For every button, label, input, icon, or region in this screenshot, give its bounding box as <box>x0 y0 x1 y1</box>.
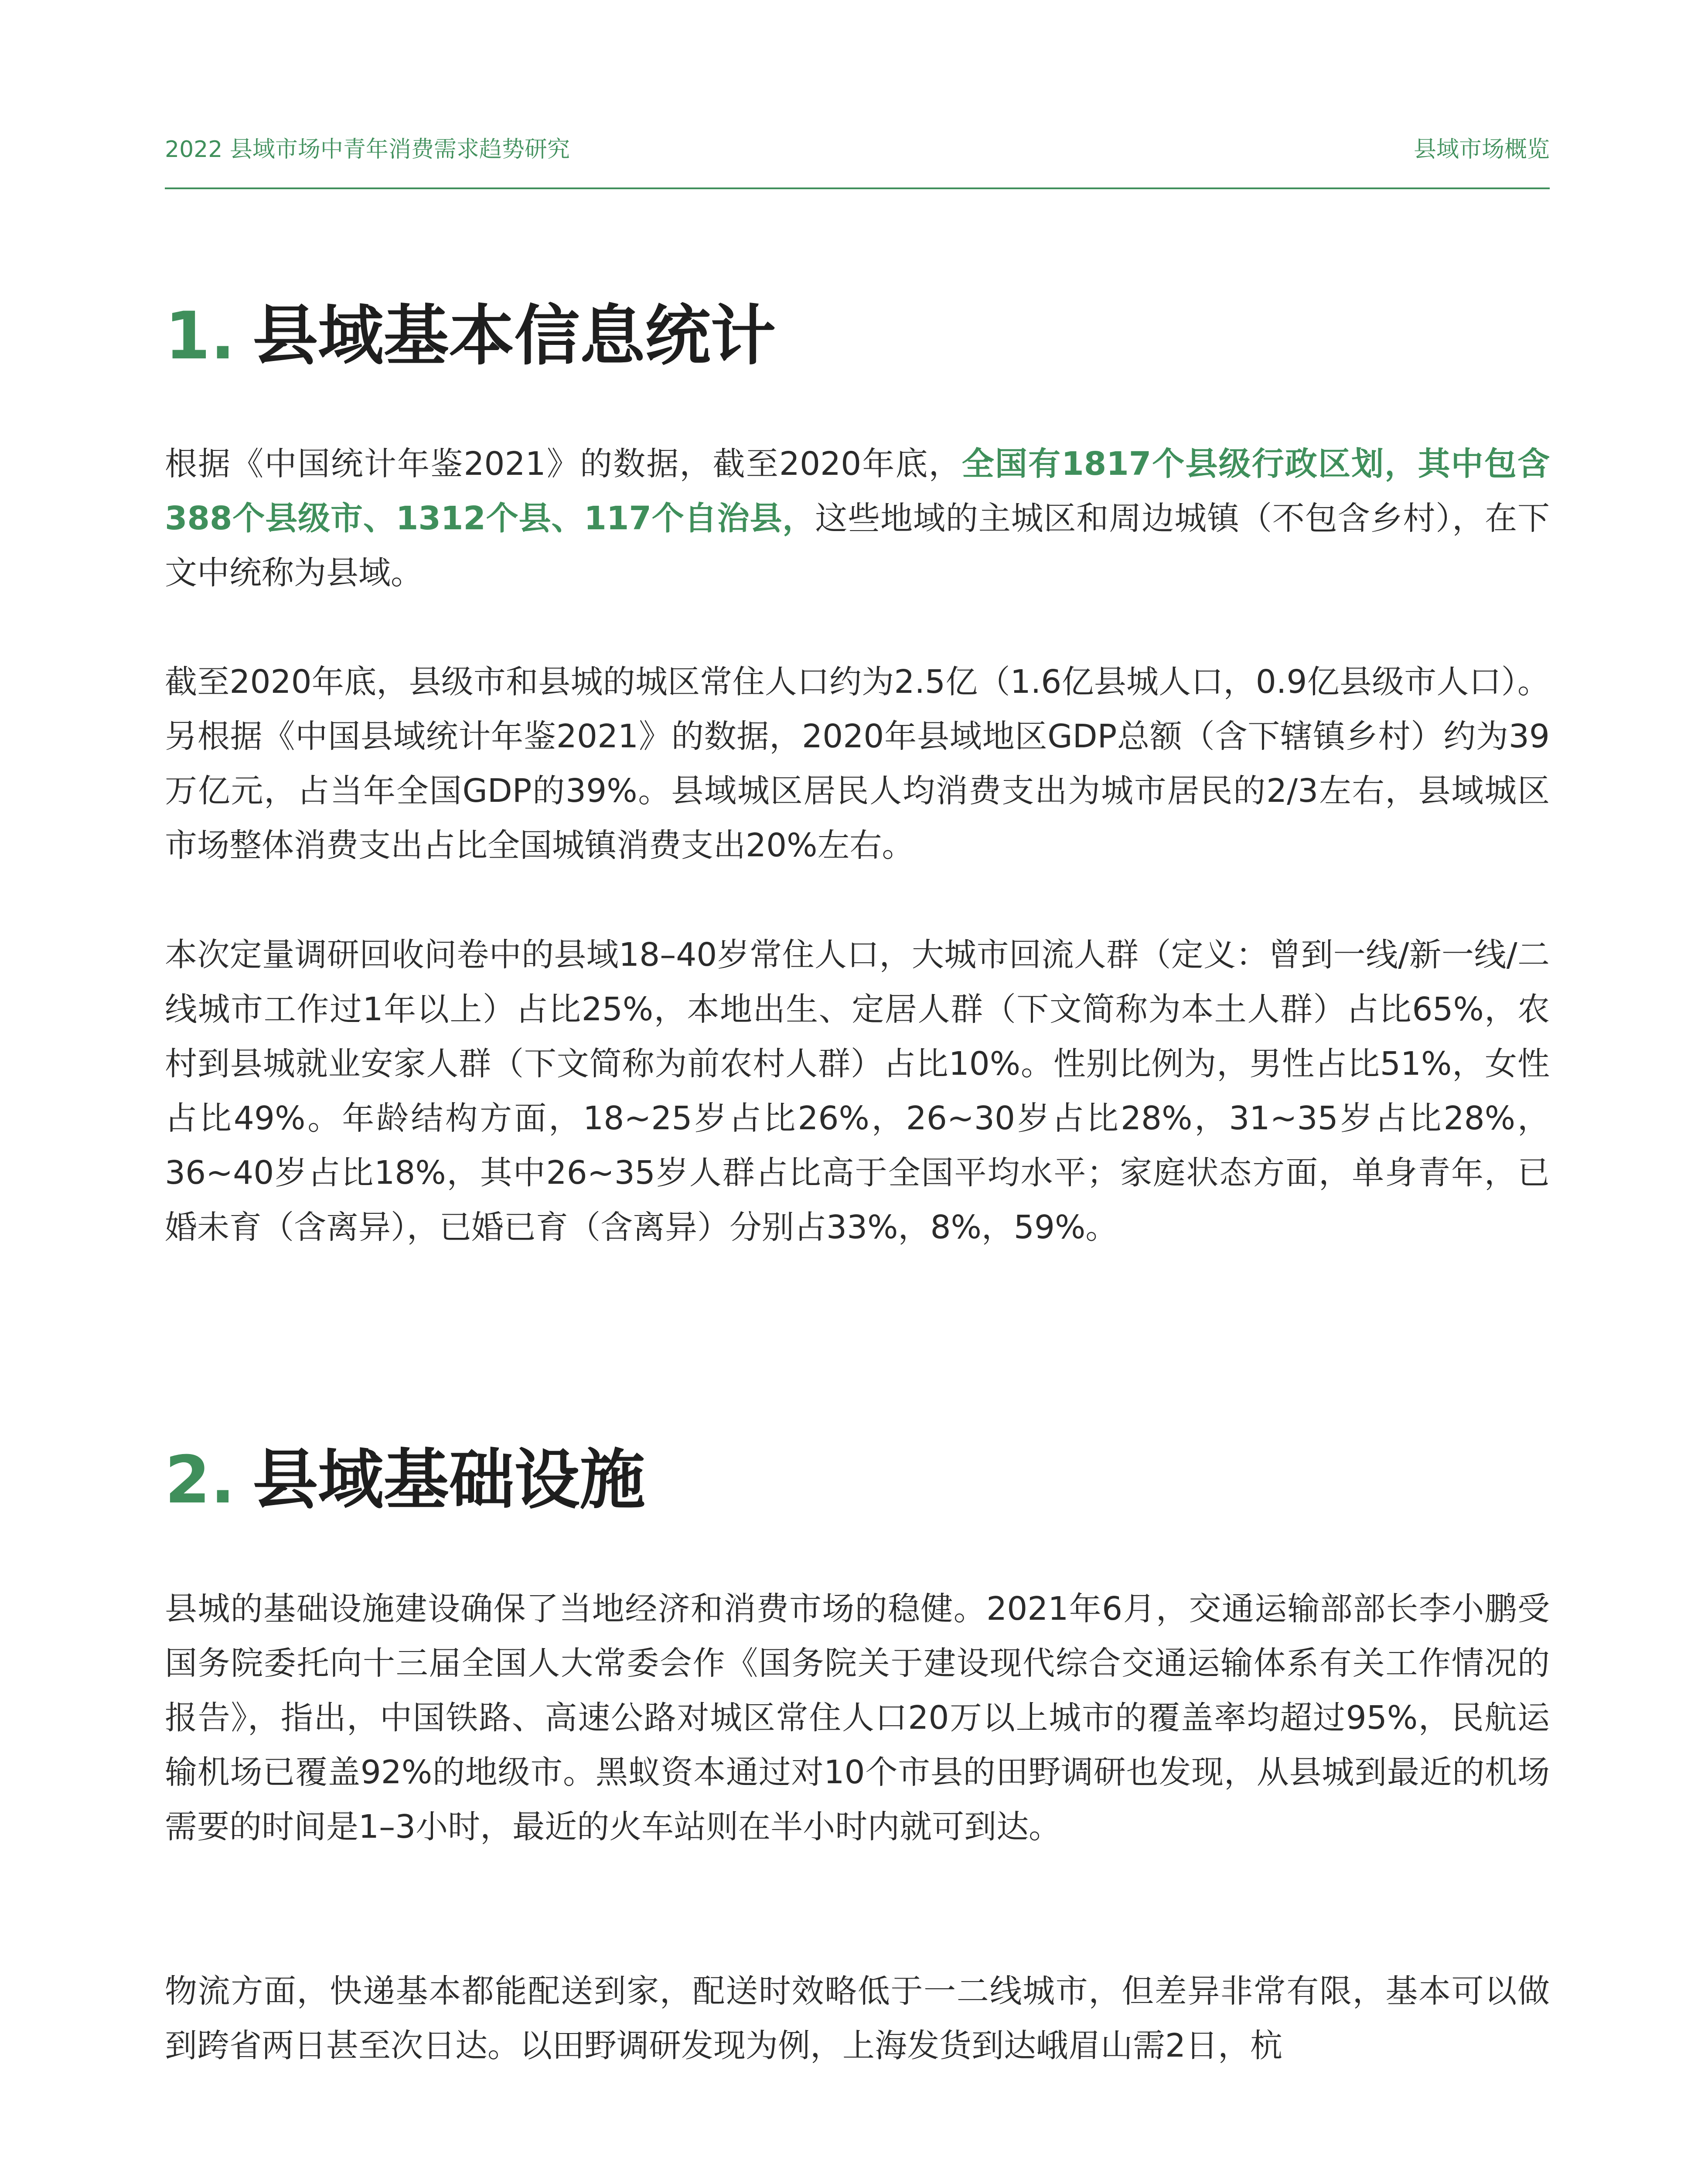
running-header-title: 2022 县域市场中青年消费需求趋势研究 <box>165 136 570 163</box>
section-number: 1. <box>165 298 235 374</box>
paragraph-county-statistics <box>165 437 1550 600</box>
paragraph-text: 这些地域的主城区和周边城镇（不包含乡村），在下文中统称为县域。 <box>165 500 1550 592</box>
paragraph-population-gdp: 截至2020年底，县级市和县城的城区常住人口约为2.5亿（1.6亿县城人口，0.9亿县级市人口）。另根据《中国县域统计年鉴2021》的数据，2020年县域地区GDP总额（含下辖镇乡村）约为39万亿元，占当年全国GDP的39%。县域城区居民人均消费支出为城市居民的2/3左右，县域城区市场整体消费支出占比全国城镇消费支出20%左右。 <box>165 663 1550 864</box>
paragraph-survey-demographics: 本次定量调研回收问卷中的县域18–40岁常住人口，大城市回流人群（定义：曾到一线/新一线/二线城市工作过1年以上）占比25%，本地出生、定居人群（下文简称为本土人群）占比65%，农村到县城就业安家人群（下文简称为前农村人群）占比10%。性别比例为，男性占比51%，女性占比49%。年龄结构方面，18~25岁占比26%，26~30岁占比28%，31~35岁占比28%，36~40岁占比18%，其中26~35岁人群占比高于全国平均水平；家庭状态方面，单身青年，已婚未育（含离异），已婚已育（含离异）分别占33%，8%，59%。 <box>165 936 1550 1246</box>
highlighted-text: 全国有1817个县级行政区划，其中包含388个县级市、1312个县、117个自治县， <box>165 445 1550 537</box>
paragraph-logistics: 物流方面，快递基本都能配送到家，配送时效略低于一二线城市，但差异非常有限，基本可以做到跨省两日甚至次日达。以田野调研发现为例，上海发货到达峨眉山需2日，杭 <box>165 1972 1550 2064</box>
running-header-section: 县域市场概览 <box>1413 136 1550 163</box>
paragraph-infrastructure: 县城的基础设施建设确保了当地经济和消费市场的稳健。2021年6月，交通运输部部长李小鹏受国务院委托向十三届全国人大常委会作《国务院关于建设现代综合交通运输体系有关工作情况的报告》，指出，中国铁路、高速公路对城区常住人口20万以上城市的覆盖率均超过95%，民航运输机场已覆盖92%的地级市。黑蚁资本通过对10个市县的田野调研也发现，从县城到最近的机场需要的时间是1–3小时，最近的火车站则在半小时内就可到达。 <box>165 1590 1550 1846</box>
header-divider <box>165 187 1550 189</box>
section-title: 县域基本信息统计 <box>252 298 776 374</box>
section-heading-1 <box>165 295 776 378</box>
paragraph-text: 根据《中国统计年鉴2021》的数据，截至2020年底， <box>165 445 962 483</box>
section-title: 县域基础设施 <box>252 1442 645 1518</box>
section-number: 2. <box>165 1442 235 1518</box>
section-heading-2 <box>165 1439 645 1522</box>
